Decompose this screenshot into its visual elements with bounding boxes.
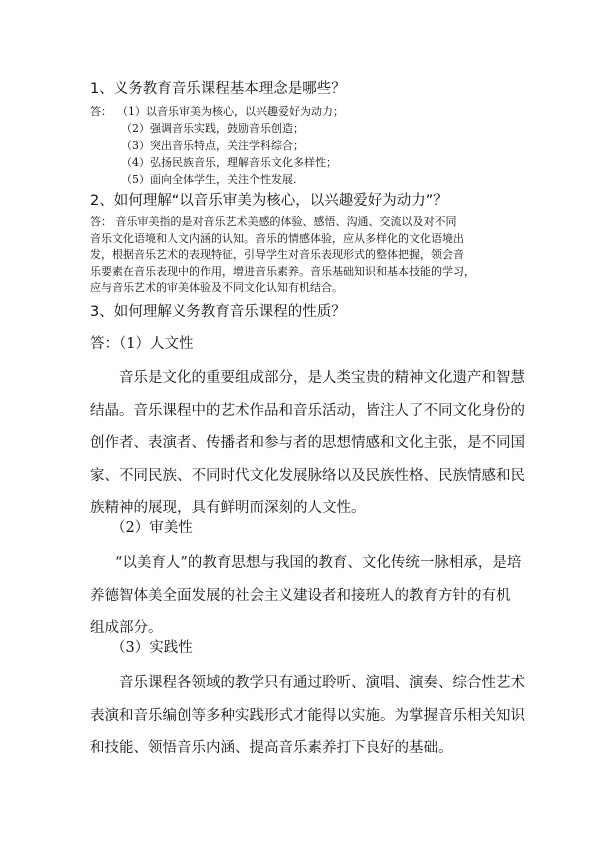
answer-line: 应与音乐艺术的审美体验及不同文化认知有机结合。: [90, 281, 343, 294]
paragraph-line: 组成部分。: [90, 620, 163, 636]
paragraph-line: 养德智体美全面发展的社会主义建设者和接班人的教育方针的有机: [90, 587, 511, 604]
answer-item: （5）面向全体学生，关注个性发展.: [121, 173, 297, 186]
paragraph-line: 族精神的展现，具有鲜明而深刻的人文性。: [90, 500, 366, 516]
question-1-answer-list: [117, 103, 344, 188]
question-2-title: 2、如何理解“以音乐审美为核心，以兴趣爱好为动力”？: [90, 193, 448, 209]
paragraph-line: 表演和音乐编创等多种实践形式才能得以实施。为掌握音乐相关知识: [90, 707, 525, 724]
aesthetic-heading: （2）审美性: [111, 520, 193, 536]
answer-line: 答： 音乐审美指的是对音乐艺术美感的体验、感悟、沟通、交流以及对不同: [90, 215, 457, 228]
paragraph-line: 音乐是文化的重要组成部分，是人类宝贵的精神文化遗产和智慧: [119, 370, 525, 386]
humanistic-paragraph: [90, 362, 530, 525]
practical-paragraph: [90, 667, 530, 765]
paragraph-line: 家、不同民族、不同时代文化发展脉络以及民族性格、民族情感和民: [90, 467, 525, 484]
answer-item: （3）突出音乐特点，关注学科综合；: [121, 139, 304, 152]
paragraph-line: 和技能、领悟音乐内涵、提高音乐素养打下良好的基础。: [90, 740, 453, 756]
question-3-title: 3、如何理解义务教育音乐课程的性质？: [90, 304, 346, 320]
answer-line: 发，根据音乐艺术的表现特征，引导学生对音乐表现形式的整体把握，领会音: [90, 248, 464, 261]
answer-line: 音乐文化语境和人文内涵的认知。音乐的情感体验，应从多样化的文化语境出: [90, 231, 464, 245]
question-2-answer: [90, 214, 520, 297]
aesthetic-paragraph: [90, 547, 530, 645]
paragraph-line: 音乐课程各领域的教学只有通过聆听、演唱、演奏、综合性艺术: [119, 675, 525, 691]
answer-item: （4）弘扬民族音乐，理解音乐文化多样性；: [121, 156, 337, 169]
question-1-answer-label: 答：: [90, 105, 112, 118]
question-1-title: 1、义务教育音乐课程基本理念是哪些？: [90, 81, 346, 97]
answer-line: 乐要素在音乐表现中的作用，增进音乐素养。音乐基础知识和基本技能的学习，: [90, 264, 475, 278]
question-3-answer-label: 答：（1）人文性: [90, 336, 194, 352]
answer-item: （1）以音乐审美为核心，以兴趣爱好为动力；: [117, 105, 344, 118]
practical-heading: （3）实践性: [111, 640, 193, 656]
paragraph-line: “以美育人”的教育思想与我国的教育、文化传统一脉相承，是培: [115, 555, 522, 571]
paragraph-line: 结晶。音乐课程中的艺术作品和音乐活动，皆注人了不同文化身份的: [90, 402, 525, 419]
paragraph-line: 创作者、表演者、传播者和参与者的思想情感和文化主张，是不同国: [90, 435, 525, 451]
answer-item: （2）强调音乐实践，鼓励音乐创造；: [121, 122, 304, 135]
